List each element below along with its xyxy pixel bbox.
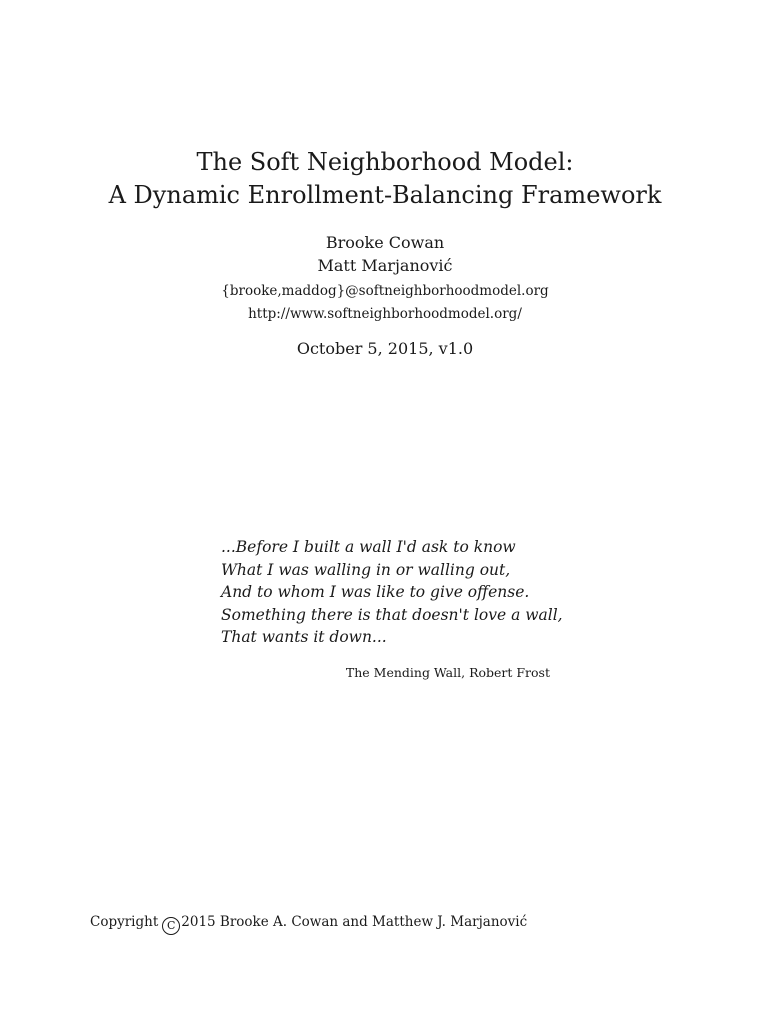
author-1: Brooke Cowan	[325, 233, 445, 252]
epigraph-line: That wants it down...	[221, 628, 387, 647]
epigraph-line: What I was walling in or walling out,	[221, 560, 511, 579]
copyright-text: 2015 Brooke A. Cowan and Matthew J. Marjanović	[181, 914, 528, 930]
title-line-1: The Soft Neighborhood Model:	[196, 148, 574, 176]
author-2: Matt Marjanović	[317, 256, 453, 275]
epigraph-line: Something there is that doesn't love a wall,	[221, 605, 563, 624]
copyright-icon: C	[162, 917, 180, 935]
title-line-2: A Dynamic Enrollment-Balancing Framework	[108, 181, 662, 209]
publication-date: October 5, 2015, v1.0	[296, 339, 474, 358]
epigraph-attribution: The Mending Wall, Robert Frost	[345, 665, 550, 680]
copyright-label: Copyright	[90, 914, 159, 930]
epigraph	[221, 536, 561, 649]
author-email: {brooke,maddog}@softneighborhoodmodel.org	[221, 283, 549, 299]
epigraph-line: And to whom I was like to give offense.	[221, 583, 530, 602]
epigraph-line: ...Before I built a wall I'd ask to know	[221, 538, 516, 556]
website-url[interactable]: http://www.softneighborhoodmodel.org/	[248, 306, 522, 322]
copyright-notice	[90, 911, 527, 935]
